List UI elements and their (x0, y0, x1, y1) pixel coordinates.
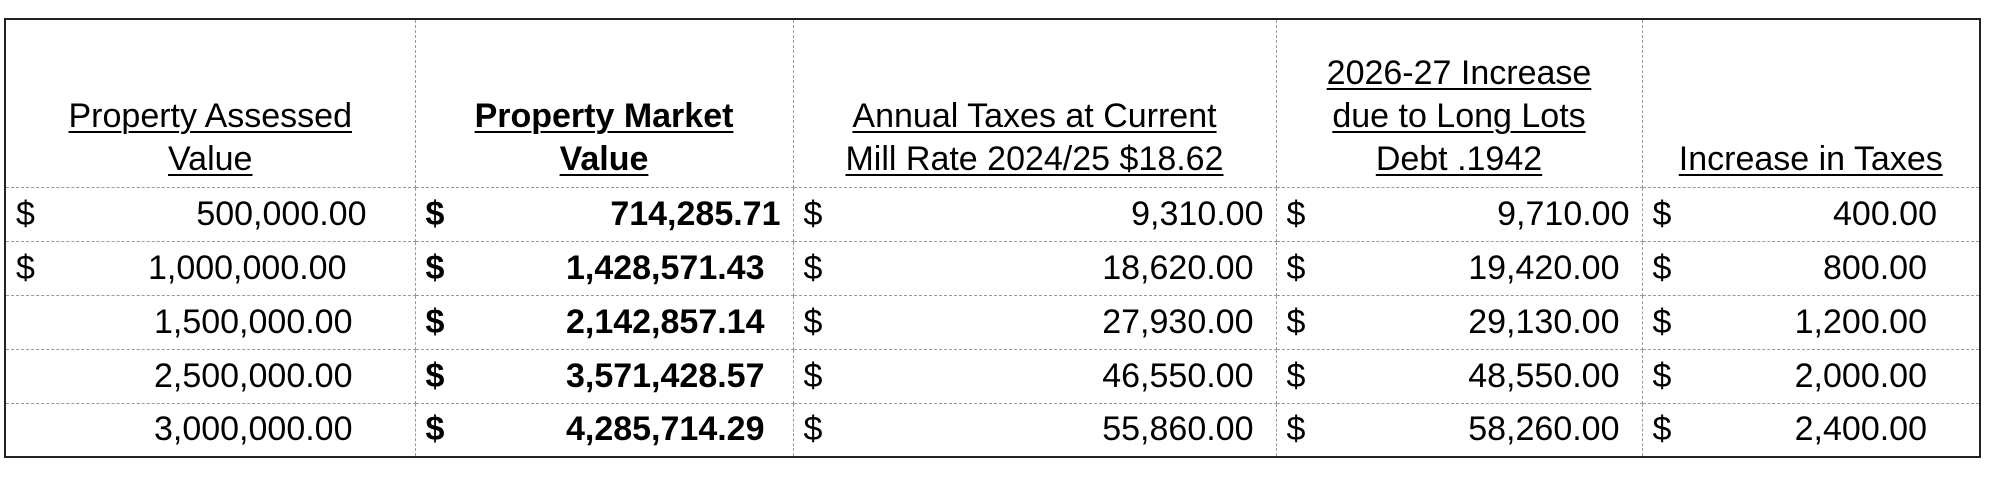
cell-market (415, 403, 793, 457)
header-market-line-2: Value (559, 139, 649, 178)
dollar-sign: $ (1652, 410, 1672, 449)
header-row (5, 19, 1980, 187)
cell-increase-taxes (1642, 349, 1980, 403)
dollar-sign: $ (803, 194, 823, 233)
annual-taxes: 18,620.00 (1102, 248, 1254, 287)
cell-increase-taxes (1642, 241, 1980, 295)
cell-increase-taxes (1642, 403, 1980, 457)
assessed-value: 1,000,000.00 (147, 248, 347, 287)
annual-taxes: 55,860.00 (1102, 410, 1254, 449)
cell-assessed (5, 403, 415, 457)
debt-increase-value: 9,710.00 (1497, 194, 1630, 233)
cell-annual (793, 241, 1276, 295)
cell-debt-increase (1276, 187, 1642, 241)
dollar-sign: $ (425, 302, 445, 341)
header-debt-increase (1276, 19, 1642, 187)
table-row (5, 403, 1980, 457)
dollar-sign: $ (1652, 194, 1672, 233)
debt-increase-value: 19,420.00 (1468, 248, 1620, 287)
increase-taxes-value: 2,400.00 (1794, 410, 1927, 449)
assessed-value: 3,000,000.00 (153, 410, 353, 449)
header-assessed-line-1: Property Assessed (68, 96, 352, 135)
cell-annual (793, 403, 1276, 457)
header-annual-line-2: Mill Rate 2024/25 $18.62 (845, 139, 1224, 178)
cell-assessed (5, 295, 415, 349)
cell-market (415, 187, 793, 241)
dollar-sign: $ (1286, 356, 1306, 395)
header-market-line-1: Property Market (474, 96, 734, 135)
header-increase-line-1: Increase in Taxes (1678, 139, 1943, 178)
tax-table (4, 18, 1981, 458)
market-value: 2,142,857.14 (565, 302, 765, 341)
increase-taxes-value: 2,000.00 (1794, 356, 1927, 395)
header-annual-taxes (793, 19, 1276, 187)
dollar-sign: $ (1286, 248, 1306, 287)
market-value: 1,428,571.43 (565, 248, 765, 287)
cell-annual (793, 349, 1276, 403)
market-value: 714,285.71 (610, 194, 781, 233)
cell-assessed (5, 241, 415, 295)
header-annual-line-1: Annual Taxes at Current (852, 96, 1217, 135)
assessed-value: 2,500,000.00 (153, 356, 353, 395)
dollar-sign: $ (1652, 356, 1672, 395)
table-row (5, 241, 1980, 295)
cell-debt-increase (1276, 403, 1642, 457)
market-value: 3,571,428.57 (565, 356, 765, 395)
cell-market (415, 295, 793, 349)
assessed-value: 1,500,000.00 (153, 302, 353, 341)
dollar-sign: $ (425, 410, 445, 449)
header-market-value (415, 19, 793, 187)
debt-increase-value: 48,550.00 (1468, 356, 1620, 395)
dollar-sign: $ (803, 356, 823, 395)
table-row (5, 187, 1980, 241)
dollar-sign: $ (803, 302, 823, 341)
dollar-sign: $ (803, 248, 823, 287)
increase-taxes-value: 1,200.00 (1794, 302, 1927, 341)
annual-taxes: 9,310.00 (1131, 194, 1264, 233)
dollar-sign: $ (1286, 194, 1306, 233)
increase-taxes-value: 800.00 (1823, 248, 1927, 287)
dollar-sign: $ (1652, 248, 1672, 287)
dollar-sign: $ (425, 194, 445, 233)
cell-market (415, 349, 793, 403)
annual-taxes: 27,930.00 (1102, 302, 1254, 341)
assessed-value: 500,000.00 (196, 194, 367, 233)
cell-increase-taxes (1642, 187, 1980, 241)
dollar-sign: $ (1286, 302, 1306, 341)
dollar-sign: $ (425, 248, 445, 287)
cell-assessed (5, 349, 415, 403)
header-debt-line-2: due to Long Lots (1332, 96, 1586, 135)
cell-debt-increase (1276, 295, 1642, 349)
annual-taxes: 46,550.00 (1102, 356, 1254, 395)
dollar-sign: $ (1286, 410, 1306, 449)
cell-debt-increase (1276, 241, 1642, 295)
header-debt-line-3: Debt .1942 (1375, 139, 1543, 178)
header-debt-line-1: 2026-27 Increase (1326, 53, 1592, 92)
debt-increase-value: 29,130.00 (1468, 302, 1620, 341)
debt-increase-value: 58,260.00 (1468, 410, 1620, 449)
dollar-sign: $ (425, 356, 445, 395)
table-row (5, 295, 1980, 349)
cell-market (415, 241, 793, 295)
cell-annual (793, 187, 1276, 241)
cell-annual (793, 295, 1276, 349)
increase-taxes-value: 400.00 (1833, 194, 1937, 233)
cell-assessed (5, 187, 415, 241)
header-increase-taxes (1642, 19, 1980, 187)
header-assessed-line-2: Value (168, 139, 253, 178)
table-row (5, 349, 1980, 403)
cell-increase-taxes (1642, 295, 1980, 349)
dollar-sign: $ (1652, 302, 1672, 341)
cell-debt-increase (1276, 349, 1642, 403)
dollar-sign: $ (16, 248, 35, 287)
header-assessed-value (5, 19, 415, 187)
market-value: 4,285,714.29 (565, 410, 765, 449)
dollar-sign: $ (803, 410, 823, 449)
dollar-sign: $ (16, 194, 35, 233)
